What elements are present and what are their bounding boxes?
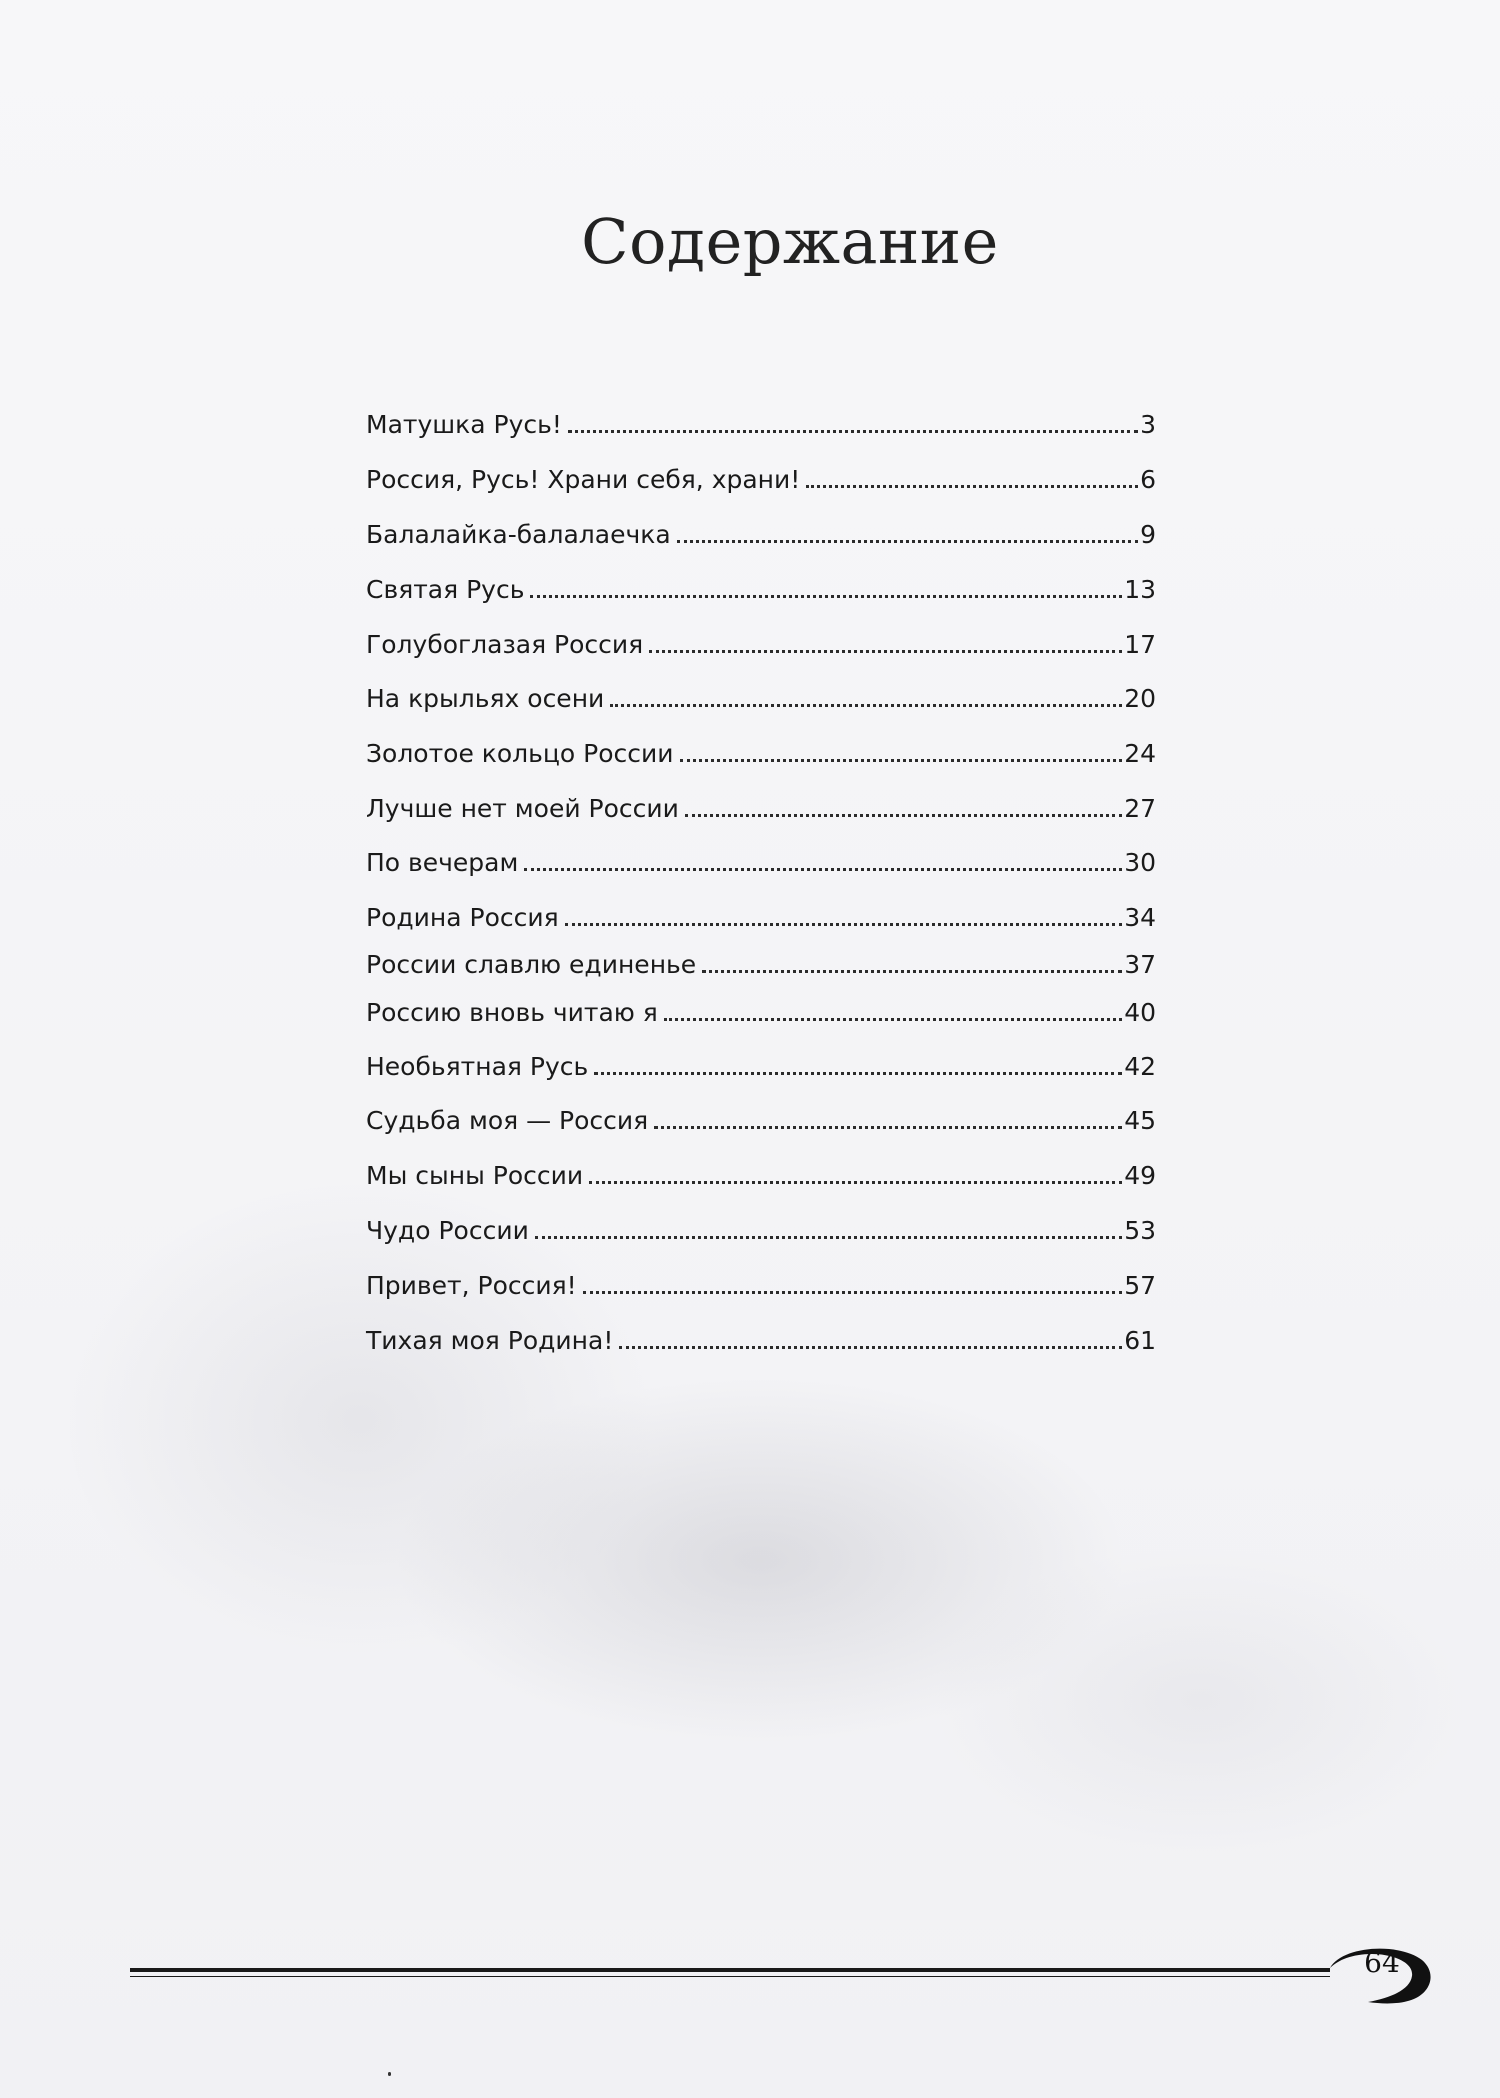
- toc-entry: [366, 1206, 1156, 1246]
- toc-entry: [366, 400, 1156, 440]
- toc-entry: [366, 729, 1156, 769]
- toc-dot-leader: [568, 430, 1138, 433]
- toc-dot-leader: [685, 814, 1122, 817]
- toc-dot-leader: [565, 923, 1123, 926]
- toc-entry-title: России славлю единенье: [366, 950, 697, 979]
- toc-entry: [366, 940, 1156, 980]
- toc-dot-leader: [583, 1291, 1123, 1294]
- toc-entry-title: Судьба моя — Россия: [366, 1106, 649, 1135]
- toc-entry-page: 45: [1124, 1106, 1156, 1135]
- toc-dot-leader: [610, 704, 1122, 707]
- toc-entry: [366, 893, 1156, 933]
- toc-entry-page: 40: [1124, 998, 1156, 1027]
- toc-entry: [366, 988, 1156, 1028]
- toc-entry-page: 27: [1124, 794, 1156, 823]
- toc-entry-page: 57: [1124, 1271, 1156, 1300]
- toc-entry-page: 3: [1140, 410, 1156, 439]
- toc-entry-title: Матушка Русь!: [366, 410, 562, 439]
- page-title: Содержание: [581, 205, 999, 278]
- toc-dot-leader: [594, 1072, 1122, 1075]
- toc-entry: [366, 1261, 1156, 1301]
- toc-dot-leader: [806, 485, 1138, 488]
- toc-entry-page: 37: [1124, 950, 1156, 979]
- toc-entry: [366, 455, 1156, 495]
- toc-entry: [366, 674, 1156, 714]
- toc-entry-page: 49: [1124, 1161, 1156, 1190]
- toc-entry-title: Необьятная Русь: [366, 1052, 589, 1081]
- toc-dot-leader: [680, 759, 1123, 762]
- toc-entry-title: На крыльях осени: [366, 684, 605, 713]
- toc-entry-page: 20: [1124, 684, 1156, 713]
- toc-entry-title: Чудо России: [366, 1216, 529, 1245]
- toc-entry-title: Лучше нет моей России: [366, 794, 679, 823]
- toc-dot-leader: [677, 540, 1138, 543]
- toc-dot-leader: [654, 1126, 1122, 1129]
- toc-entry-page: 30: [1124, 848, 1156, 877]
- footer-rule-thin: [130, 1976, 1330, 1977]
- toc-entry-title: Родина Россия: [366, 903, 559, 932]
- toc-entry-title: Россия, Русь! Храни себя, храни!: [366, 465, 801, 494]
- toc-entry-page: 6: [1140, 465, 1156, 494]
- toc-entry-page: 42: [1124, 1052, 1156, 1081]
- print-speck: [388, 2072, 391, 2076]
- toc-entry: [366, 620, 1156, 660]
- toc-entry: [366, 565, 1156, 605]
- toc-entry-page: 61: [1124, 1326, 1156, 1355]
- toc-entry: [366, 784, 1156, 824]
- toc-entry: [366, 1042, 1156, 1082]
- toc-entry-title: Голубоглазая Россия: [366, 630, 644, 659]
- toc-entry: [366, 1316, 1156, 1356]
- toc-entry-page: 34: [1124, 903, 1156, 932]
- toc-dot-leader: [619, 1346, 1122, 1349]
- toc-dot-leader: [589, 1181, 1122, 1184]
- toc-entry-page: 13: [1124, 575, 1156, 604]
- toc-entry-page: 53: [1124, 1216, 1156, 1245]
- toc-entry-title: Золотое кольцо России: [366, 739, 674, 768]
- toc-dot-leader: [702, 970, 1122, 973]
- toc-entry-page: 9: [1140, 520, 1156, 549]
- toc-dot-leader: [649, 650, 1122, 653]
- toc-entry: [366, 1151, 1156, 1191]
- toc-entry-title: По вечерам: [366, 848, 519, 877]
- toc-entry-title: Тихая моя Родина!: [366, 1326, 614, 1355]
- toc-entry-title: Святая Русь: [366, 575, 525, 604]
- footer-rule: [130, 1968, 1330, 1972]
- toc-entry-title: Россию вновь читаю я: [366, 998, 658, 1027]
- toc-entry-title: Привет, Россия!: [366, 1271, 577, 1300]
- toc-dot-leader: [664, 1018, 1122, 1021]
- toc-entry-title: Балалайка-балалаечка: [366, 520, 671, 549]
- toc-dot-leader: [524, 868, 1122, 871]
- page-number: 64: [1364, 1946, 1400, 1979]
- toc-dot-leader: [535, 1236, 1122, 1239]
- toc-entry-title: Мы сыны России: [366, 1161, 584, 1190]
- toc-entry-page: 17: [1124, 630, 1156, 659]
- toc-entry-page: 24: [1124, 739, 1156, 768]
- toc-entry: [366, 510, 1156, 550]
- toc-dot-leader: [530, 595, 1122, 598]
- toc-entry: [366, 1096, 1156, 1136]
- toc-entry: [366, 838, 1156, 878]
